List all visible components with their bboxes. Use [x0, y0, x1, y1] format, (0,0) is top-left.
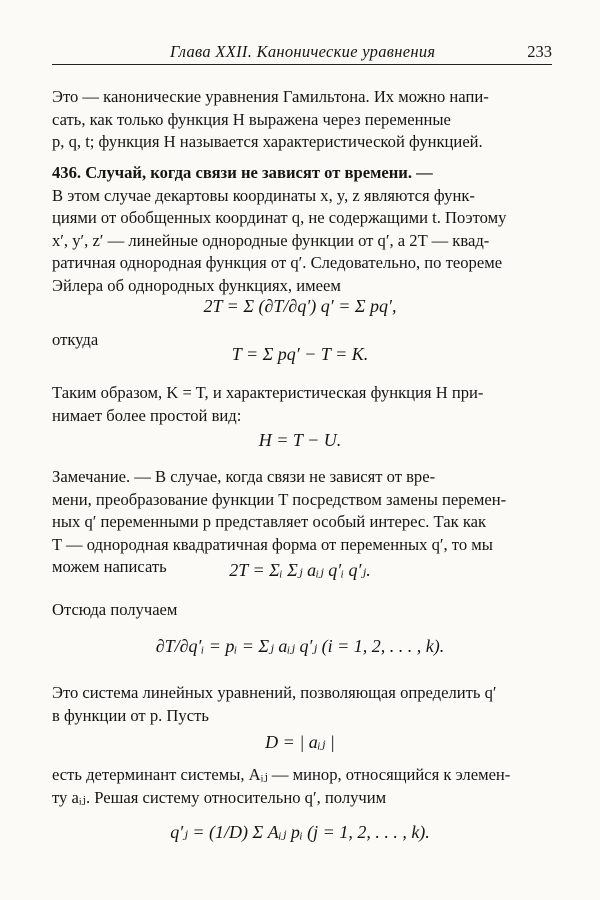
text-line: нимает более простой вид:	[52, 405, 242, 425]
formula-momenta: ∂T/∂q′ᵢ = pᵢ = Σⱼ aᵢⱼ q′ⱼ (i = 1, 2, . . . , k).	[155, 636, 445, 656]
running-header	[52, 38, 552, 65]
formula-solution: q′ⱼ = (1/D) Σ Aᵢⱼ pᵢ (j = 1, 2, . . . , k).	[170, 822, 430, 842]
word-otsyuda: Отсюда получаем	[52, 600, 178, 619]
text-line: можем написать	[52, 557, 167, 577]
text-line: ратичная однородная функция от q′. Следовательно, по теореме	[52, 253, 503, 273]
text-line: Это система линейных уравнений, позволяющая определить q′	[52, 683, 497, 702]
paragraph-k-equals-t	[52, 382, 552, 427]
paragraph-linear-system	[52, 682, 552, 727]
text-line: p, q, t; функция H называется характеристической функцией.	[52, 132, 483, 152]
formula-h: H = T − U.	[258, 430, 342, 450]
word-otkuda: откуда	[52, 330, 99, 349]
text-line: ных q′ переменными p представляет особый интерес. Так как	[52, 512, 487, 532]
paragraph-minor	[52, 764, 552, 809]
formula-k: T = Σ pq′ − T = K.	[231, 344, 369, 364]
text-line: мени, преобразование функции T посредством замены перемен-	[52, 489, 507, 509]
text-line: Замечание. — В случае, когда связи не зависят от вре-	[52, 467, 436, 486]
text-line: В этом случае декартовы координаты x, y, z являются функ-	[52, 185, 475, 205]
section-heading: 436. Случай, когда связи не зависят от времени. —	[52, 163, 433, 182]
text-line: в функции от p. Пусть	[52, 705, 209, 725]
text-line: ту aᵢⱼ. Решая систему относительно q′, получим	[52, 787, 387, 807]
text-line: Эйлера об однородных функциях, имеем	[52, 275, 341, 295]
formula-euler: 2T = Σ (∂T/∂q′) q′ = Σ pq′,	[203, 296, 397, 316]
formula-determinant: D = | aᵢⱼ |	[265, 732, 335, 752]
text-line: циями от обобщенных координат q, не содержащими t. Поэтому	[52, 208, 507, 228]
formula-quadratic-form: 2T = Σᵢ Σⱼ aᵢⱼ q′ᵢ q′ⱼ.	[229, 560, 371, 580]
text-line: Это — канонические уравнения Гамильтона. Их можно напи-	[52, 87, 489, 106]
paragraph-hamilton	[52, 86, 552, 154]
text-line: T — однородная квадратичная форма от переменных q′, то мы	[52, 534, 493, 554]
text-line: x′, y′, z′ — линейные однородные функции от q′, а 2T — квад-	[52, 230, 490, 250]
text-line: есть детерминант системы, Aᵢⱼ — минор, относящийся к элемен-	[52, 765, 511, 784]
text-line: сать, как только функция H выражена через переменные	[52, 109, 451, 129]
page-number: 233	[527, 42, 552, 61]
text-line: Таким образом, K = T, и характеристическая функция H при-	[52, 383, 484, 402]
chapter-title: Глава XXII. Канонические уравнения	[170, 42, 436, 61]
section-436	[52, 162, 552, 298]
